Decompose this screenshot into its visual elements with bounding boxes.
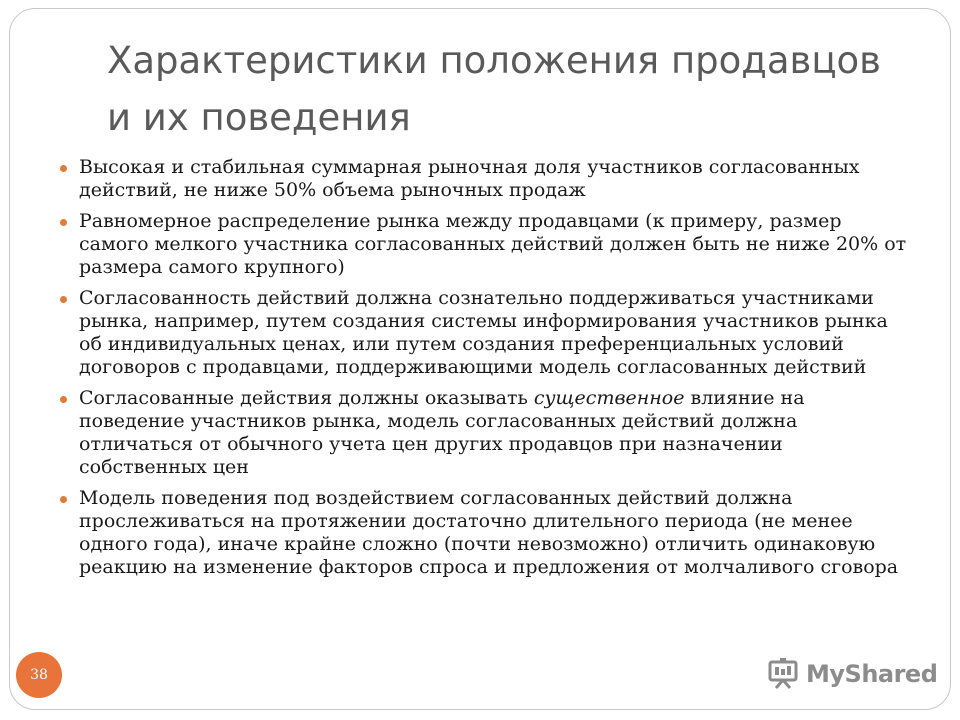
bullet-item-4 [60, 387, 910, 479]
bullet-dot-icon [60, 496, 67, 503]
bullet-dot-icon [60, 219, 67, 226]
bullet-item-5 [60, 487, 910, 579]
bullet-dot-icon [60, 296, 67, 303]
bullet-text: Модель поведения под воздействием согласованных действий должна прослеживаться на протяжении достаточно длительного периода (не менее одного года), иначе крайне сложно (почти невозможно) отличить одинаковую реакцию на изменение факторов спроса и предложения от молчаливого сговора [79, 487, 899, 578]
slide-title-line-1: Характеристики положения продавцов [107, 39, 881, 82]
page-number: 38 [30, 667, 48, 683]
bullet-text: Согласованность действий должна сознательно поддерживаться участниками рынка, например, путем создания системы информирования участников рынка об индивидуальных ценах, или путем создания преференциальных условий договоров с продавцами, поддерживающими модель согласованных действий [79, 287, 888, 378]
slide-title [107, 32, 927, 146]
bullet-text-emphasis: существенное [533, 387, 685, 409]
bullet-text: Равномерное распределение рынка между продавцами (к примеру, размер самого мелкого участника согласованных действий должен быть не ниже 20% от размера самого крупного) [79, 210, 907, 278]
bullet-dot-icon [60, 165, 67, 172]
slide-title-line-2: и их поведения [107, 96, 411, 139]
bullet-text-before: Согласованные действия должны оказывать [79, 387, 534, 409]
bullet-text-after: влияние на поведение участников рынка, модель согласованных действий должна отличаться от обычного учета цен других продавцов при назначении собственных цен [79, 387, 805, 478]
bullet-list [60, 156, 910, 587]
bullet-text [79, 387, 805, 478]
bullet-item-2 [60, 210, 910, 279]
watermark-text: MyShared [806, 660, 938, 688]
bullet-item-3 [60, 287, 910, 379]
watermark-logo [766, 654, 937, 694]
presentation-board-icon [766, 657, 800, 691]
page-number-badge [16, 652, 62, 698]
bullet-item-1 [60, 156, 910, 202]
bullet-text: Высокая и стабильная суммарная рыночная доля участников согласованных действий, не ниже 50% объема рыночных продаж [79, 156, 860, 201]
bullet-dot-icon [60, 396, 67, 403]
